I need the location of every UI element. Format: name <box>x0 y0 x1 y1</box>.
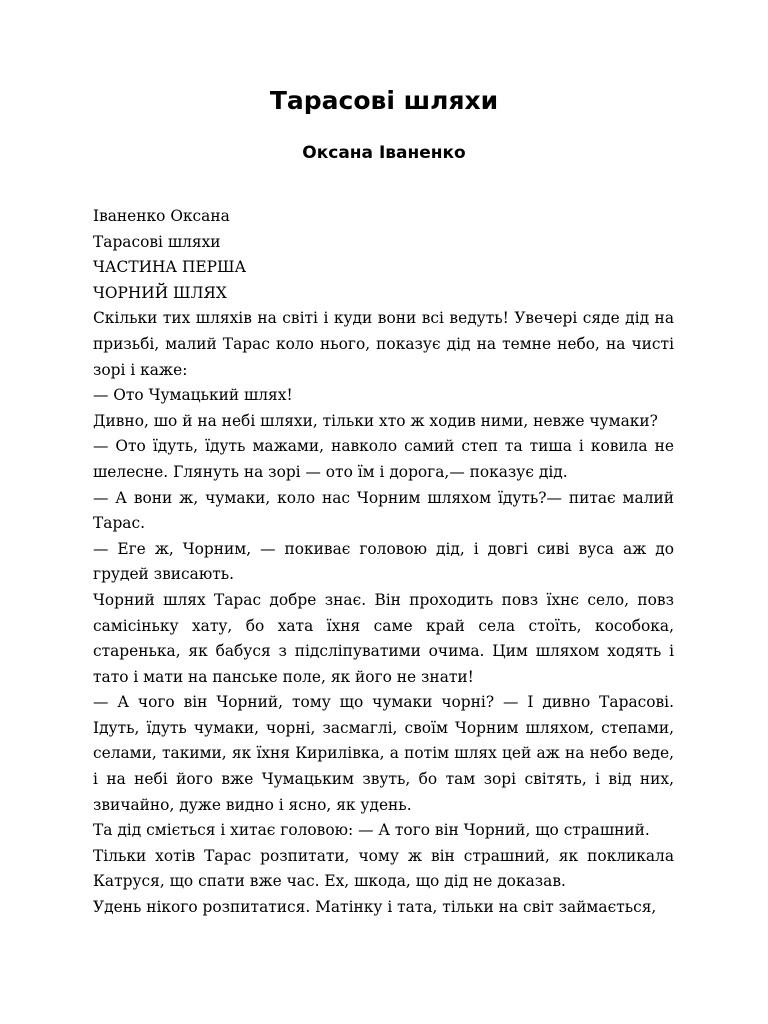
paragraph: Дивно, шо й на небі шляхи, тільки хто ж ходив ними, невже чумаки? <box>93 411 658 430</box>
paragraph-chapter-heading: ЧОРНИЙ ШЛЯХ <box>93 283 227 302</box>
paragraph: — Ото їдуть, їдуть мажами, навколо самий степ та тиша і ковила не шелесне. Глянуть на зорі — ото їм і дорога,— показує дід. <box>93 437 674 481</box>
paragraph: Тільки хотів Тарас розпитати, чому ж він страшний, як покликала Катруся, що спати вже час. Ех, шкода, що дід не доказав. <box>93 846 674 891</box>
paragraph: Чорний шлях Тарас добре знає. Він проходить повз їхнє село, повз самісіньку хату, бо хата їхня саме край села стоїть, кособока, старенька, як бабуся з підсліпуватими очима. Цим шляхом ходять і тато і мати на панське поле, як його не знати! <box>93 590 674 686</box>
document-title: Тарасові шляхи <box>269 86 499 115</box>
paragraph: — А чого він Чорний, тому що чумаки чорні? — І дивно Тарасові. Ідуть, їдуть чумаки, чорні, засмаглі, своїм Чорним шляхом, степами, селами, такими, як їхня Кирилівка, а потім шлях цей аж на небо веде, і на небі його вже Чумацьким звуть, бо там зорі світять, і від них, звичайно, дуже видно і ясно, як удень. <box>93 693 674 814</box>
paragraph: — А вони ж, чумаки, коло нас Чорним шляхом їдуть?— питає малий Тарас. <box>93 488 674 533</box>
paragraph-part-heading: ЧАСТИНА ПЕРША <box>93 258 247 277</box>
paragraph: Удень нікого розпитатися. Матінку і тата, тільки на світ займається, <box>93 898 657 917</box>
paragraph-author-name: Іваненко Оксана <box>93 207 230 225</box>
paragraph: Скільки тих шляхів на світі і куди вони всі ведуть! Увечері сяде дід на призьбі, малий Тарас коло нього, показує дід на темне небо, на чисті зорі і каже: <box>93 309 674 379</box>
paragraph: — Ото Чумацький шлях! <box>93 386 293 405</box>
paragraph: Та дід сміється і хитає головою: — А того він Чорний, що страшний. <box>93 821 650 840</box>
document-body <box>93 204 674 921</box>
paragraph: — Еге ж, Чорним, — покиває головою дід, і довгі сиві вуса аж до грудей звисають. <box>93 539 674 584</box>
document-author: Оксана Іваненко <box>302 143 466 163</box>
paragraph-book-title: Тарасові шляхи <box>93 232 221 251</box>
